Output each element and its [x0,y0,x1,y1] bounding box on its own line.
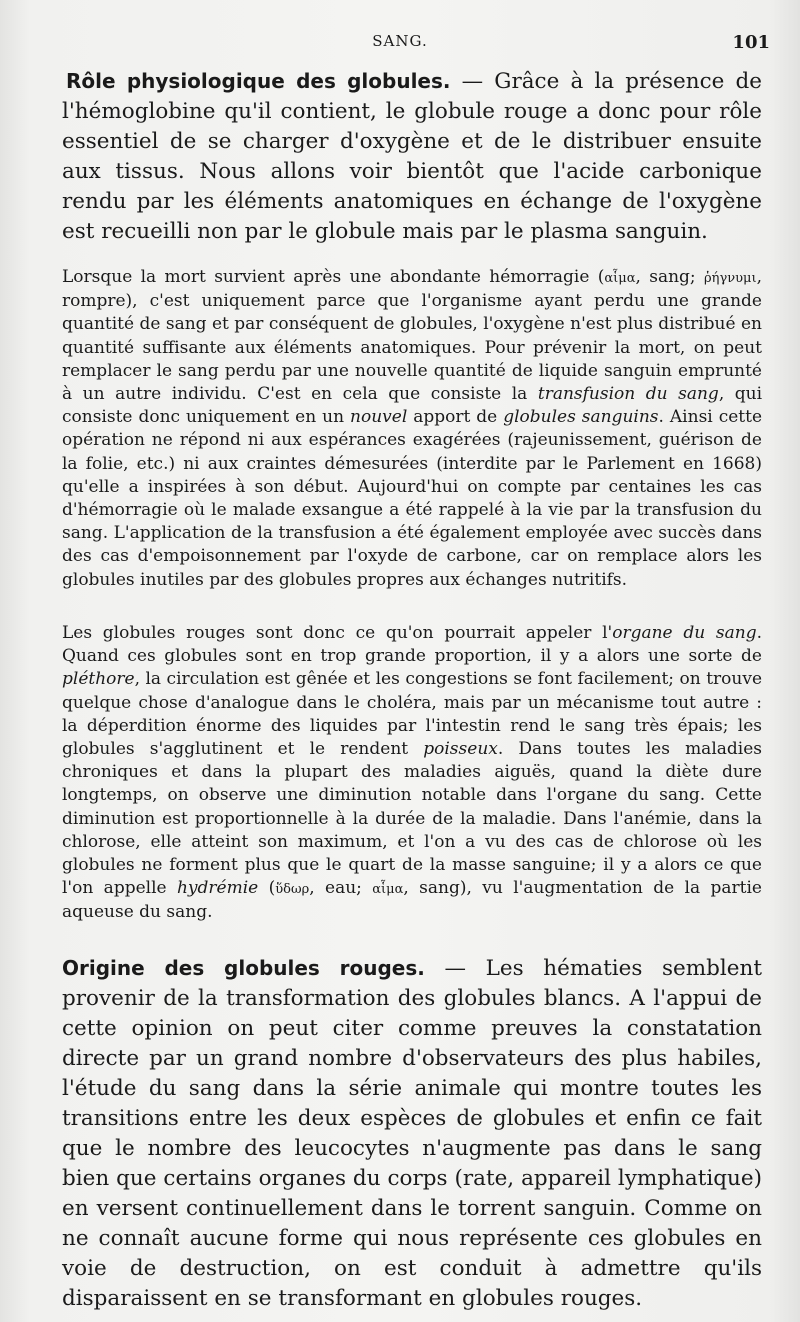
paragraph-organ-of-blood [62,622,762,925]
section-physiological-role [62,66,762,247]
text-run: . Dans toutes les maladies chroniques et dans la plupart des maladies aiguës, quand la diète dure longtemps, on observe une diminution notable dans l'organe du sang. Cette diminution est proportionnelle à la durée de la maladie. Dans l'anémie, dans la chlorose, elle atteint son maximum, et l'on a vu des cas de chlorose où les globules ne forment plus que le quart de la masse sanguine; il y a alors ce que l'on appelle [62,739,762,899]
section-body-physiological-role: — Grâce à la présence de l'hémoglobine qu'il contient, le globule rouge a donc pour rôle essentiel de se charger d'oxygène et de le distribuer ensuite aux tissus. Nous allons voir bientôt que l'acide carbonique rendu par les éléments anatomiques en échange de l'oxygène est recueilli non par le globule mais par le plasma sanguin. [62,69,762,244]
section-heading-physiological-role: Rôle physiologique des globules. [66,69,451,93]
italic-term: pléthore [62,669,135,690]
greek-word: αἷμα [604,271,636,286]
italic-term: globules sanguins [503,407,659,428]
text-run: , rompre), c'est uniquement parce que l'organisme ayant perdu une grande quantité de sang et par conséquent de globules, l'oxygène n'est plus distribué en quantité suffisante aux éléments anatomiques. Pour prévenir la mort, on peut remplacer le sang perdu par une nouvelle quantité de liquide sanguin emprunté à un autre individu. C'est en cela que consiste la [62,267,762,405]
italic-term: organe du sang [612,623,757,643]
text-run: Lorsque la mort survient après une abondante hémorragie ( [62,267,605,287]
text-run: apport de [407,407,504,428]
greek-word: αἷμα [372,882,404,898]
italic-term: poisseux [423,739,498,760]
greek-word: ῥήγνυμι [704,271,757,286]
section-body-origin-red-cells: — Les hématies semblent provenir de la transformation des globules blancs. A l'appui de cette opinion on peut citer comme preuves la constatation directe par un grand nombre d'observateurs des plus habiles, l'étude du sang dans la série animale qui montre toutes les transitions entre les deux espèces de globules et enfin ce fait que le nombre des leucocytes n'augmente pas dans le sang bien que certains organes du corps (rate, appareil lymphatique) en versent continuellement dans le torrent sanguin. Comme on ne connaît aucune forme qui nous représente ces globules en voie de destruction, on est conduit à admettre qu'ils disparaissent en se transformant en globules rouges. [62,956,762,1311]
section-heading-origin-red-cells: Origine des globules rouges. [62,956,425,980]
italic-term: hydrémie [176,878,259,899]
text-run: . Ainsi cette opération ne répond ni aux espérances exagérées (rajeunissement, guérison de la folie, etc.) ni aux craintes démesurées (interdite par le Parlement en 1668) qu'elle a inspirées à son début. Aujourd'hui on compte par centaines les cas d'hémorragie où le malade exsangue a été rappelé à la vie par la transfusion du sang. L'application de la transfusion a été également employée avec succès dans des cas d'empoisonnement par l'oxyde de carbone, car on remplace alors les globules inutiles par des globules propres aux échanges nutritifs. [62,407,763,590]
text-run: , qui consiste donc uniquement en un [62,384,763,428]
text-run: , sang), vu l'augmentation de la partie aqueuse du sang. [62,878,762,923]
text-run: Les globules rouges sont donc ce qu'on pourrait appeler l' [62,623,613,643]
paragraph-hemorrhage-transfusion [62,266,762,592]
text-run: , sang; [635,267,705,287]
text-run: , la circulation est gênée et les congestions se font facilement; on trouve quelque chose d'analogue dans le choléra, mais par un mécanisme tout autre : la déperdition énorme des liquides par l'intestin rend le sang très épais; les globules s'agglutinent et le rendent [62,669,762,760]
text-run: . Quand ces globules sont en trop grande proportion, il y a alors une sorte de [62,623,763,667]
running-head [0,32,800,56]
page-number: 101 [732,32,770,53]
section-origin-red-cells [62,953,762,1314]
italic-term: nouvel [350,407,408,428]
running-head-title: SANG. [372,32,428,50]
text-run: ( [258,878,276,899]
text-run: , eau; [309,878,373,899]
italic-term: transfusion du sang [537,384,719,405]
greek-word: ὕδωρ [275,882,310,898]
